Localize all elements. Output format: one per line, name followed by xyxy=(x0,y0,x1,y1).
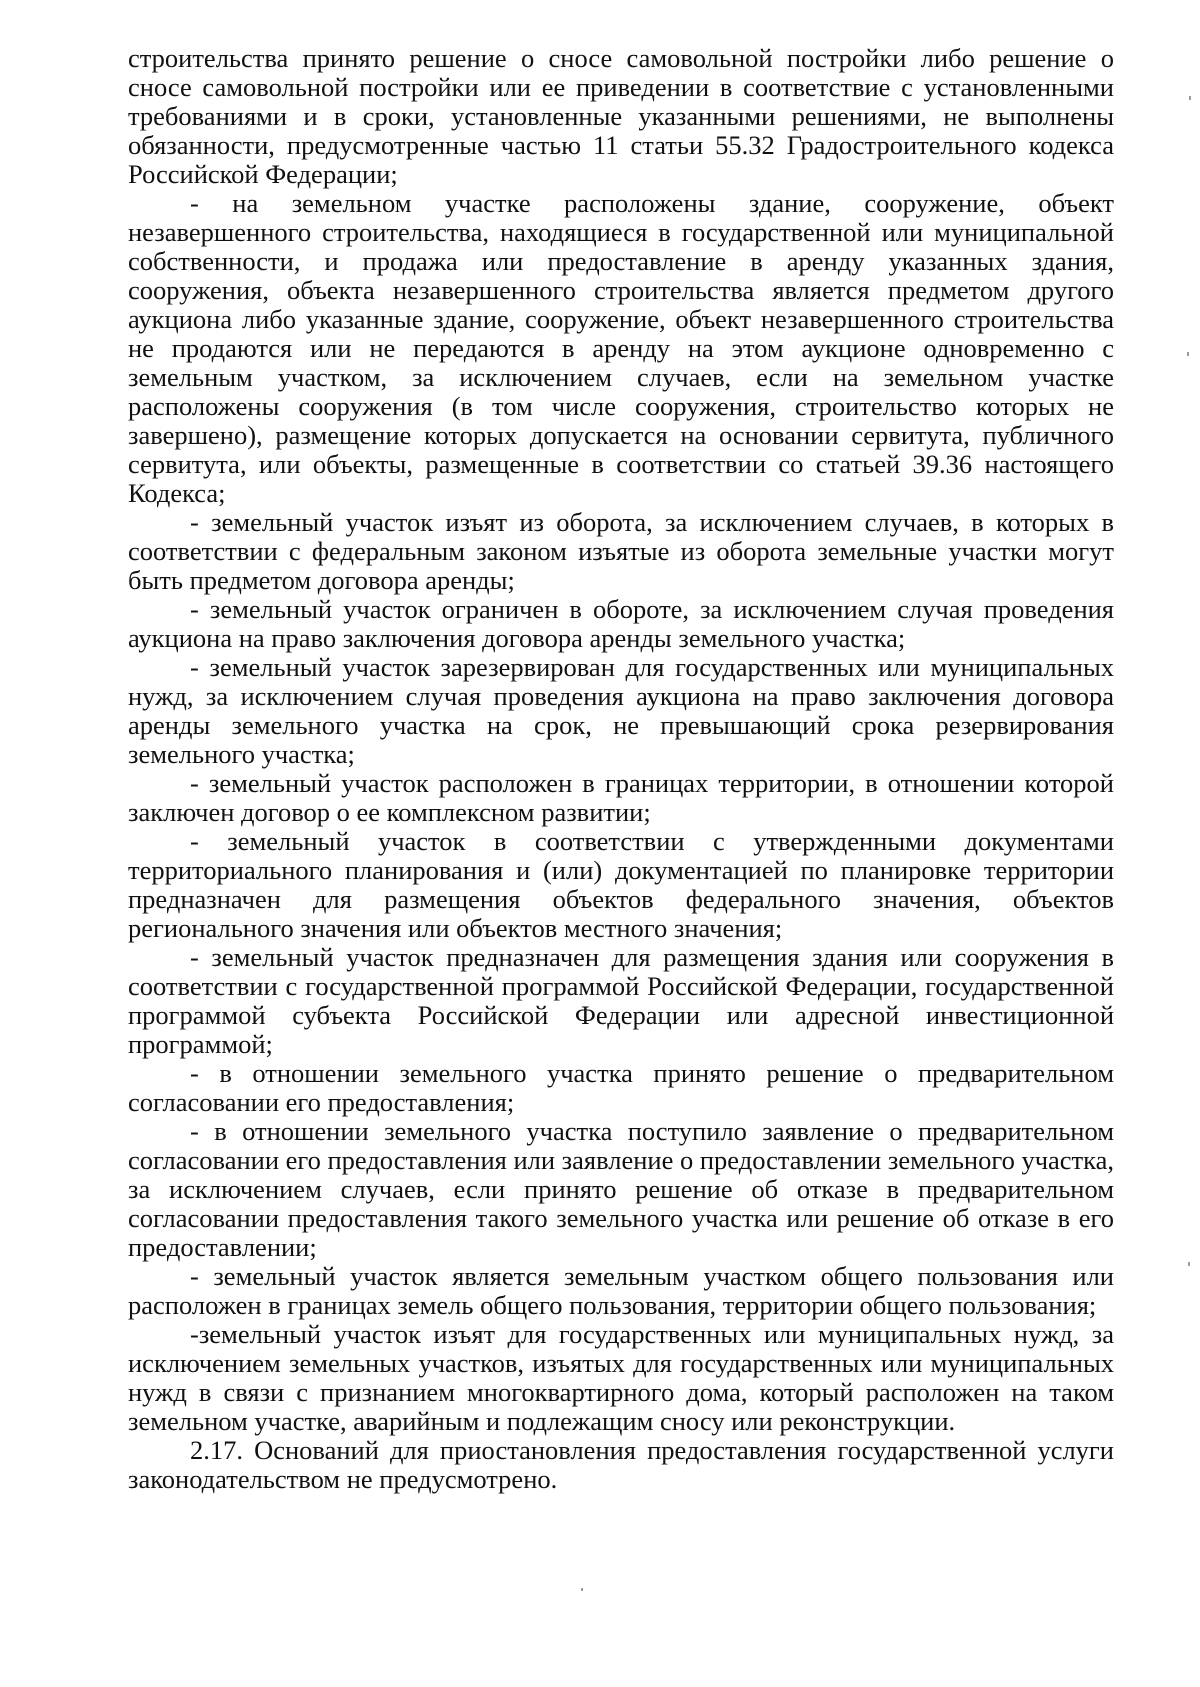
paragraph-preliminary-approval-application: - в отношении земельного участка поступило заявление о предварительном согласовании его предоставления или заявление о предоставлении земельного участка, за исключением случаев, если принято решение об отказе в предварительном согласовании предоставления такого земельного участка или решение об отказе в его предоставлении; xyxy=(128,1116,1114,1262)
document-page xyxy=(128,44,1114,1494)
scan-speck xyxy=(581,1588,583,1591)
paragraph-continuation: строительства принято решение о сносе самовольной постройки либо решение о сносе самовольной постройки или ее приведении в соответствие с установленными требованиями и в сроки, установленные указанными решениями, не выполнены обязанности, предусмотренные частью 11 статьи 55.32 Градостроительного кодекса Российской Федерации; xyxy=(128,43,1114,189)
scan-speck xyxy=(1187,352,1189,356)
paragraph-restricted-circulation: - земельный участок ограничен в обороте, за исключением случая проведения аукциона на право заключения договора аренды земельного участка; xyxy=(128,594,1114,653)
paragraph-public-use: - земельный участок является земельным участком общего пользования или расположен в границах земель общего пользования, территории общего пользования; xyxy=(128,1261,1114,1320)
paragraph-section-2-17: 2.17. Оснований для приостановления предоставления государственной услуги законодательством не предусмотрено. xyxy=(128,1435,1114,1494)
paragraph-state-program: - земельный участок предназначен для размещения здания или сооружения в соответствии с государственной программой Российской Федерации, государственной программой субъекта Российской Федерации или адресной инвестиционной программой; xyxy=(128,942,1114,1059)
paragraph-complex-development: - земельный участок расположен в границах территории, в отношении которой заключен договор о ее комплексном развитии; xyxy=(128,768,1114,827)
paragraph-seized-for-public-needs: -земельный участок изъят для государственных или муниципальных нужд, за исключением земельных участков, изъятых для государственных или муниципальных нужд в связи с признанием многоквартирного дома, который расположен на таком земельном участке, аварийным и подлежащим сносу или реконструкции. xyxy=(128,1319,1114,1436)
paragraph-withdrawn-from-circulation: - земельный участок изъят из оборота, за исключением случаев, в которых в соответствии с федеральным законом изъятые из оборота земельные участки могут быть предметом договора аренды; xyxy=(128,507,1114,595)
paragraph-building-on-plot: - на земельном участке расположены здание, сооружение, объект незавершенного строительства, находящиеся в государственной или муниципальной собственности, и продажа или предоставление в аренду указанных здания, сооружения, объекта незавершенного строительства является предметом другого аукциона либо указанные здание, сооружение, объект незавершенного строительства не продаются или не передаются в аренду на этом аукционе одновременно с земельным участком, за исключением случаев, если на земельном участке расположены сооружения (в том числе сооружения, строительство которых не завершено), размещение которых допускается на основании сервитута, публичного сервитута, или объекты, размещенные в соответствии со статьей 39.36 настоящего Кодекса; xyxy=(128,188,1114,508)
paragraph-reserved-plot: - земельный участок зарезервирован для государственных или муниципальных нужд, за исключением случая проведения аукциона на право заключения договора аренды земельного участка на срок, не превышающий срока резервирования земельного участка; xyxy=(128,652,1114,769)
paragraph-preliminary-approval-decision: - в отношении земельного участка принято решение о предварительном согласовании его предоставления; xyxy=(128,1058,1114,1117)
scan-speck xyxy=(1189,96,1191,100)
paragraph-territorial-planning: - земельный участок в соответствии с утвержденными документами территориального планирования и (или) документацией по планировке территории предназначен для размещения объектов федерального значения, объектов регионального значения или объектов местного значения; xyxy=(128,826,1114,943)
scan-speck xyxy=(1188,1262,1190,1266)
